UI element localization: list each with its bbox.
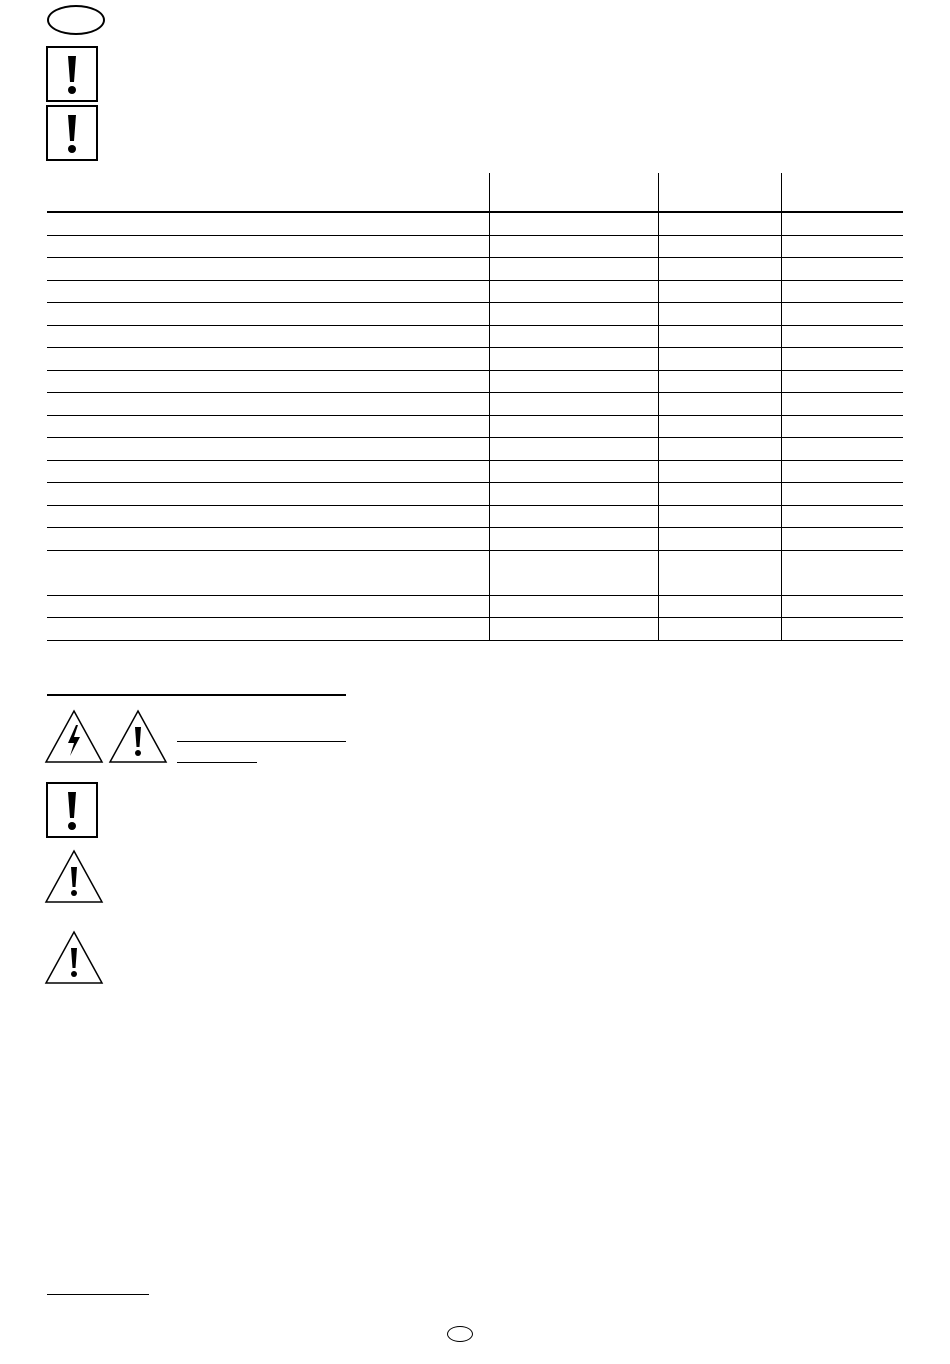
table-row (47, 438, 903, 461)
heading-underline (177, 741, 346, 742)
table-row (47, 281, 903, 304)
warning-triangle-icon (44, 930, 104, 985)
exclamation-box-icon (46, 105, 98, 161)
table-row (47, 213, 903, 236)
exclamation-box-icon (46, 782, 98, 838)
warning-triangle-icon (108, 709, 168, 764)
table-row (47, 618, 903, 641)
spec-table (47, 173, 903, 641)
table-row (47, 236, 903, 259)
table-row (47, 371, 903, 394)
heading-underline (177, 762, 257, 763)
footnote-rule (47, 1294, 149, 1295)
table-row (47, 416, 903, 439)
section-heading-rule (47, 694, 346, 696)
electric-hazard-icon (44, 709, 104, 764)
table-row (47, 326, 903, 349)
warning-triangle-icon (44, 849, 104, 904)
table-row (47, 461, 903, 484)
table-row (47, 483, 903, 506)
table-row (47, 596, 903, 619)
exclamation-box-icon (46, 46, 98, 102)
table-row (47, 393, 903, 416)
table-row (47, 258, 903, 281)
table-row (47, 528, 903, 551)
table-row (47, 506, 903, 529)
table-row (47, 551, 903, 596)
page-country-oval (447, 1326, 473, 1342)
country-code-oval (47, 5, 105, 35)
spec-table-header (47, 173, 903, 213)
table-row (47, 348, 903, 371)
table-row (47, 303, 903, 326)
